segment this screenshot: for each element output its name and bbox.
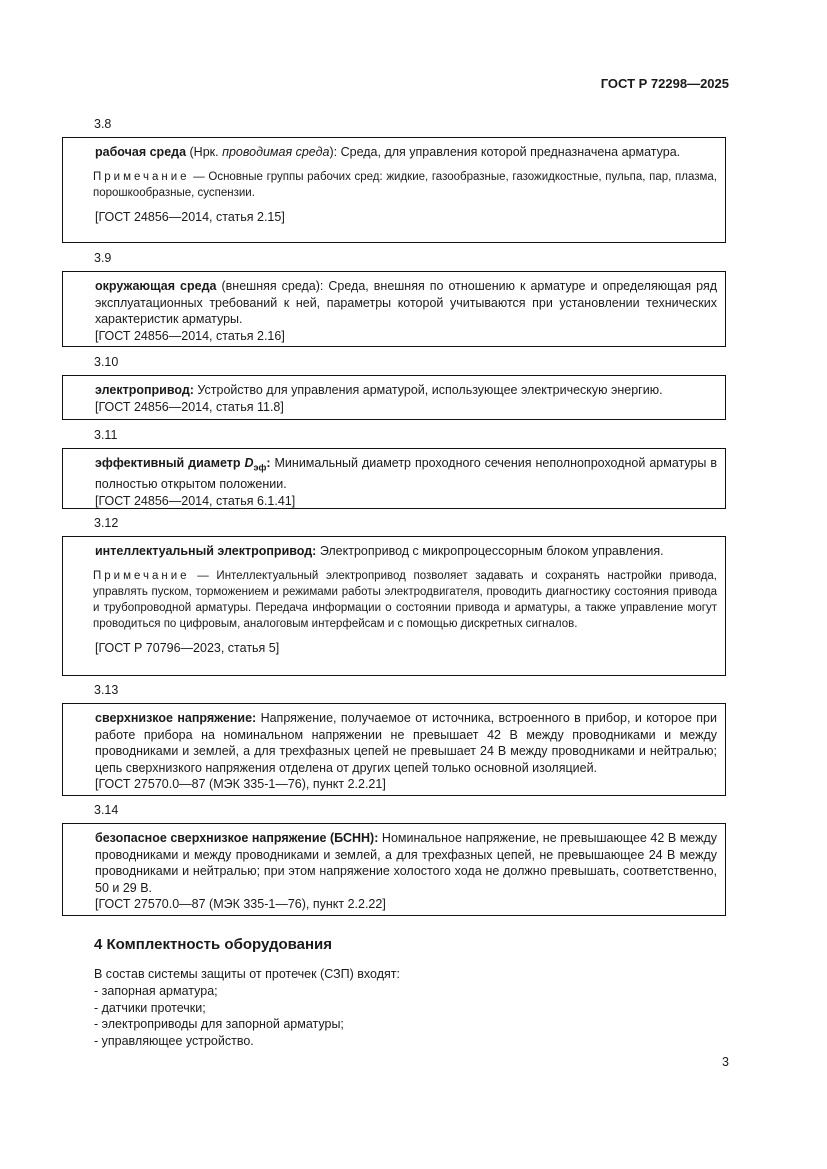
term-number: 3.8 xyxy=(94,117,112,131)
note-text: — Основные группы рабочих сред: жидкие, газообразные, газожидкостные, пульпа, пар, плазма, порошкообразные, суспензии. xyxy=(93,170,717,199)
note-label: Примечание xyxy=(93,569,190,582)
term-box-3-8 xyxy=(62,137,726,243)
term-number: 3.12 xyxy=(94,516,119,530)
term-reference: [ГОСТ 24856—2014, статья 2.15] xyxy=(95,209,285,224)
section-intro: В состав системы защиты от протечек (СЗП) входят: xyxy=(94,967,400,981)
note-label: Примечание xyxy=(93,170,190,183)
term-name: эффективный диаметр xyxy=(95,456,245,470)
term-symbol-sub: эф xyxy=(253,462,267,473)
term-box-3-13 xyxy=(62,703,726,796)
term-definition-text: ): Среда, для управления которой предназначена арматура. xyxy=(329,145,681,159)
term-definition-text: Номинальное напряжение, не превышающее 42 В между проводниками и между проводниками и землей, а для трехфазных цепей, не превышающее 24 В между проводниками и нейтралью; при этом напряжение холостого хода не должно превышать, соответственно, 50 и 29 В. xyxy=(95,831,717,895)
term-name: сверхнизкое напряжение: xyxy=(95,711,257,725)
term-name: электропривод: xyxy=(95,383,194,397)
page-header-standard: ГОСТ Р 72298—2025 xyxy=(600,76,729,91)
list-item: - электроприводы для запорной арматуры; xyxy=(94,1017,344,1032)
term-box-3-9 xyxy=(62,271,726,347)
term-number: 3.13 xyxy=(94,683,119,697)
term-reference: [ГОСТ 27570.0—87 (МЭК 335-1—76), пункт 2.2.22] xyxy=(95,897,386,911)
term-name: окружающая среда xyxy=(95,279,217,293)
term-symbol: D xyxy=(244,456,254,470)
term-reference: [ГОСТ Р 70796—2023, статья 5] xyxy=(95,640,280,655)
term-number: 3.9 xyxy=(94,251,112,265)
term-definition-text: (внешняя среда): Среда, внешняя по отношению к арматуре и определяющая ряд эксплуатационных требований к ней, параметры которой учитываются при установлении технических характеристик арматуры. xyxy=(95,279,718,326)
list-item: - датчики протечки; xyxy=(94,1000,206,1015)
term-definition-text: Минимальный диаметр проходного сечения неполнопроходной арматуры в полностью открытом положении. xyxy=(95,456,718,491)
term-box-3-10 xyxy=(62,375,726,420)
note-text: — Интеллектуальный электропривод позволяет задавать и сохранять настройки привода, управлять пуском, торможением и режимами работы электродвигателя, проводить диагностику состояния привода и трубопроводной арматуры. Передача информации о состоянии привода и арматуры, а также управление могут проводиться по цифровым, аналоговым интерфейсам и с помощью дискретных сигналов. xyxy=(93,569,717,630)
term-definition xyxy=(95,543,717,560)
term-name: интеллектуальный электропривод: xyxy=(95,544,317,558)
term-italic: проводимая среда xyxy=(222,145,330,159)
term-box-3-12 xyxy=(62,536,726,676)
term-reference: [ГОСТ 24856—2014, статья 2.16] xyxy=(95,328,285,343)
component-list xyxy=(94,983,344,1050)
term-definition xyxy=(95,830,717,896)
term-name: рабочая среда xyxy=(95,145,187,159)
term-reference: [ГОСТ 24856—2014, статья 11.8] xyxy=(95,399,284,414)
term-definition xyxy=(95,382,717,399)
list-item: - управляющее устройство. xyxy=(94,1034,254,1049)
term-definition xyxy=(95,278,717,328)
term-definition xyxy=(95,144,717,161)
term-definition-text: Устройство для управления арматурой, использующее электрическую энергию. xyxy=(193,383,663,397)
term-definition-text: Напряжение, получаемое от источника, встроенного в прибор, и которое при работе прибора на номинальном напряжении не превышает 42 В между проводниками и между проводниками и землей, а для трехфазных цепей не превышает 24 В между проводниками и нейтралью; цепь сверхнизкого напряжения отделена от других цепей только основной изоляцией. xyxy=(95,711,717,775)
term-box-3-14 xyxy=(62,823,726,916)
section-title: 4 Комплектность оборудования xyxy=(94,936,333,953)
term-number: 3.11 xyxy=(94,428,118,442)
term-box-3-11 xyxy=(62,448,726,509)
term-definition-text: Электропривод с микропроцессорным блоком управления. xyxy=(316,544,664,558)
term-number: 3.14 xyxy=(94,803,119,817)
term-reference: [ГОСТ 27570.0—87 (МЭК 335-1—76), пункт 2.2.21] xyxy=(95,777,386,791)
term-reference: [ГОСТ 24856—2014, статья 6.1.41] xyxy=(95,493,296,508)
term-name: безопасное сверхнизкое напряжение (БСНН): xyxy=(95,831,379,845)
term-definition xyxy=(95,710,717,776)
term-number: 3.10 xyxy=(94,355,119,369)
term-note xyxy=(93,568,717,632)
term-note xyxy=(93,169,717,201)
term-definition xyxy=(95,455,717,493)
term-colon: : xyxy=(266,456,271,470)
page-number: 3 xyxy=(722,1055,729,1069)
term-pre: (Нрк. xyxy=(186,145,223,159)
list-item: - запорная арматура; xyxy=(94,984,218,998)
